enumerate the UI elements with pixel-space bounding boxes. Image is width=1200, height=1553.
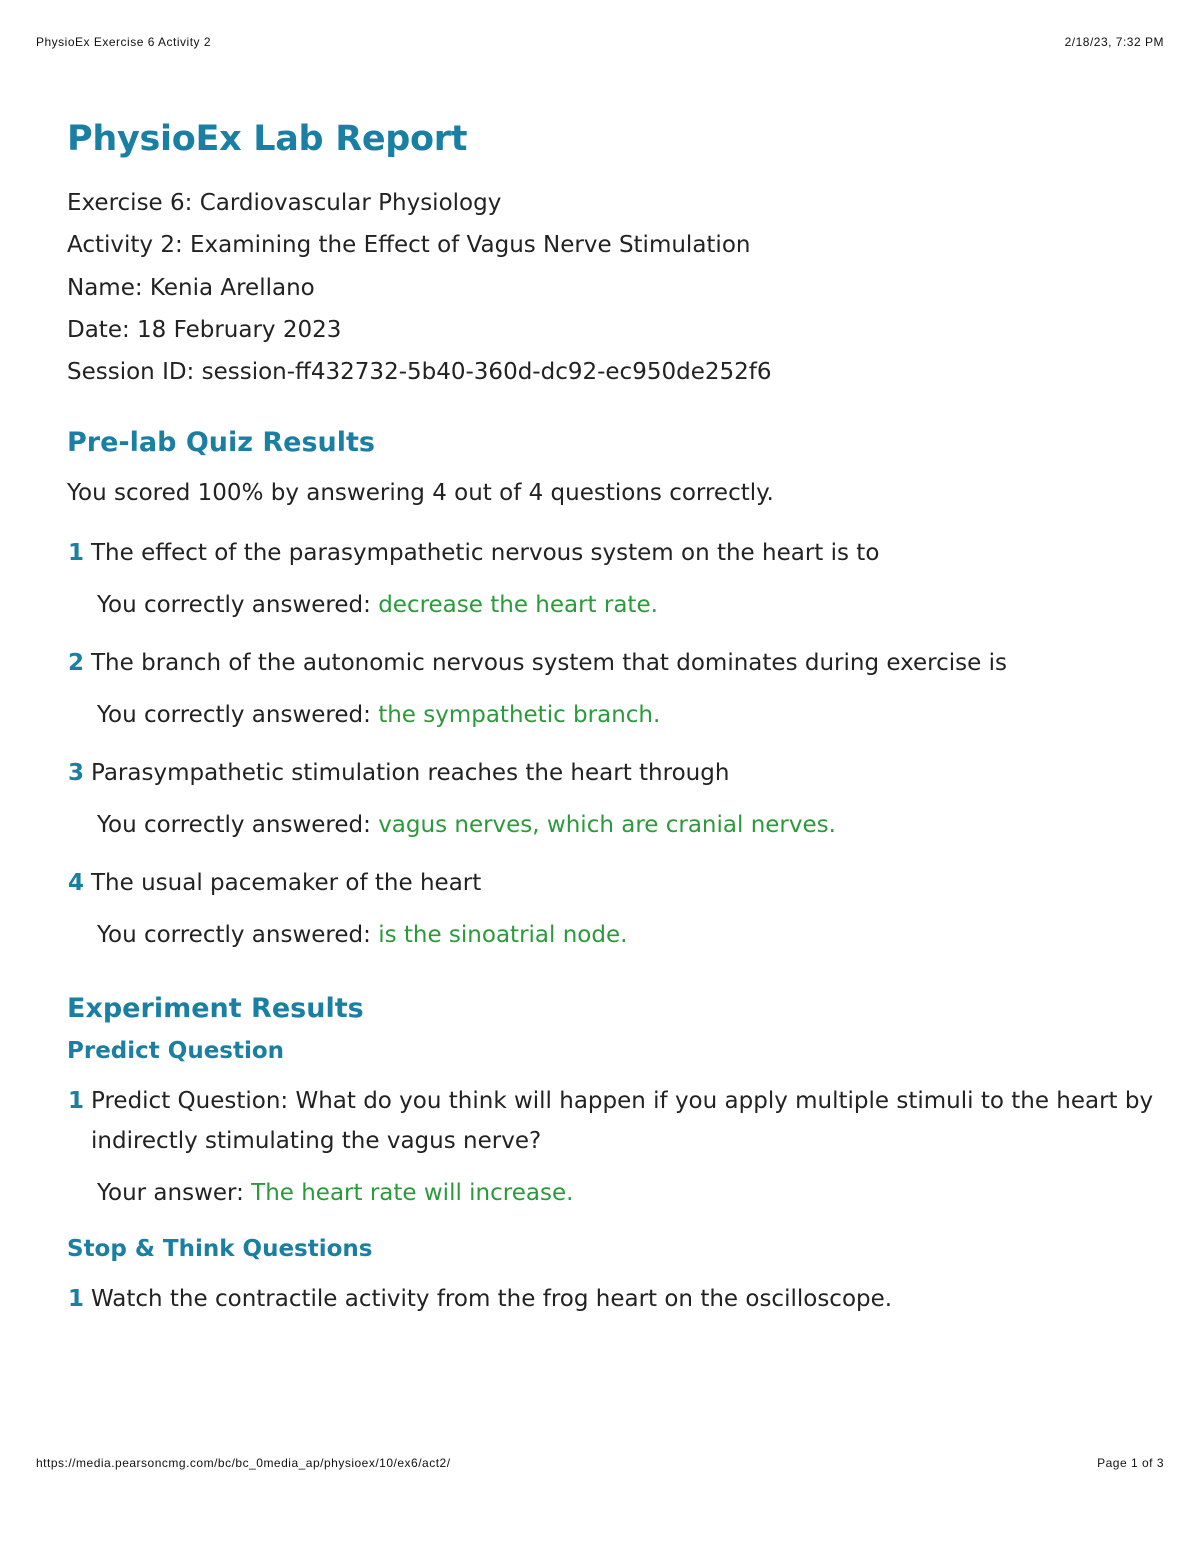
answer-value: is the sinoatrial node.	[378, 922, 628, 949]
question-text: Predict Question: What do you think will happen if you apply multiple stimuli to the heart by indirectly stimulating the vagus nerve?	[91, 1088, 1154, 1155]
question-answer	[97, 809, 1157, 841]
question-number: 4	[67, 870, 84, 897]
page-title: PhysioEx Lab Report	[67, 119, 468, 159]
question-text: The branch of the autonomic nervous system that dominates during exercise is	[91, 650, 1007, 677]
quiz-question	[67, 643, 1157, 731]
session-line: Session ID: session-ff432732-5b40-360d-dc92-ec950de252f6	[67, 359, 772, 386]
predict-question	[67, 1081, 1157, 1209]
question-number: 1	[67, 1088, 84, 1115]
report-meta	[67, 182, 1157, 393]
print-footer	[36, 1456, 1164, 1470]
question-text: The usual pacemaker of the heart	[91, 870, 482, 897]
print-footer-url: https://media.pearsoncmg.com/bc/bc_0media_ap/physioex/10/ex6/act2/	[36, 1456, 451, 1470]
print-header-timestamp: 2/18/23, 7:32 PM	[1064, 35, 1164, 49]
question-text: Watch the contractile activity from the frog heart on the oscilloscope.	[91, 1286, 893, 1313]
answer-prefix: You correctly answered:	[97, 592, 379, 619]
prelab-heading: Pre-lab Quiz Results	[67, 427, 375, 459]
predict-heading: Predict Question	[67, 1038, 285, 1065]
answer-value: vagus nerves, which are cranial nerves.	[378, 812, 836, 839]
quiz-score: You scored 100% by answering 4 out of 4 questions correctly.	[67, 480, 774, 507]
question-answer	[97, 919, 1157, 951]
quiz-question	[67, 753, 1157, 841]
question-number: 1	[67, 540, 84, 567]
question-text: Parasympathetic stimulation reaches the heart through	[91, 760, 730, 787]
stop-think-heading: Stop & Think Questions	[67, 1236, 373, 1263]
question-answer	[97, 699, 1157, 731]
predict-answer	[97, 1177, 1157, 1209]
quiz-question	[67, 533, 1157, 621]
quiz-question-list	[67, 533, 1157, 951]
experiment-heading: Experiment Results	[67, 993, 364, 1025]
date-line: Date: 18 February 2023	[67, 316, 342, 343]
question-number: 3	[67, 760, 84, 787]
activity-line: Activity 2: Examining the Effect of Vagus Nerve Stimulation	[67, 232, 751, 259]
exercise-line: Exercise 6: Cardiovascular Physiology	[67, 190, 502, 216]
answer-prefix: You correctly answered:	[97, 702, 379, 729]
answer-value: decrease the heart rate.	[378, 592, 658, 619]
page-number: Page 1 of 3	[1097, 1456, 1164, 1470]
question-answer	[97, 589, 1157, 621]
question-number: 2	[67, 650, 84, 677]
question-number: 1	[67, 1286, 84, 1313]
answer-prefix: Your answer:	[97, 1180, 252, 1207]
quiz-question	[67, 863, 1157, 951]
print-header-title: PhysioEx Exercise 6 Activity 2	[36, 35, 212, 49]
answer-value: the sympathetic branch.	[378, 702, 661, 729]
question-text: The effect of the parasympathetic nervous system on the heart is to	[91, 540, 880, 567]
stop-think-question	[67, 1279, 1157, 1319]
print-header	[36, 35, 1164, 49]
answer-prefix: You correctly answered:	[97, 922, 379, 949]
name-line: Name: Kenia Arellano	[67, 274, 315, 301]
answer-prefix: You correctly answered:	[97, 812, 379, 839]
answer-value: The heart rate will increase.	[251, 1180, 574, 1207]
report-content	[67, 112, 1157, 1319]
